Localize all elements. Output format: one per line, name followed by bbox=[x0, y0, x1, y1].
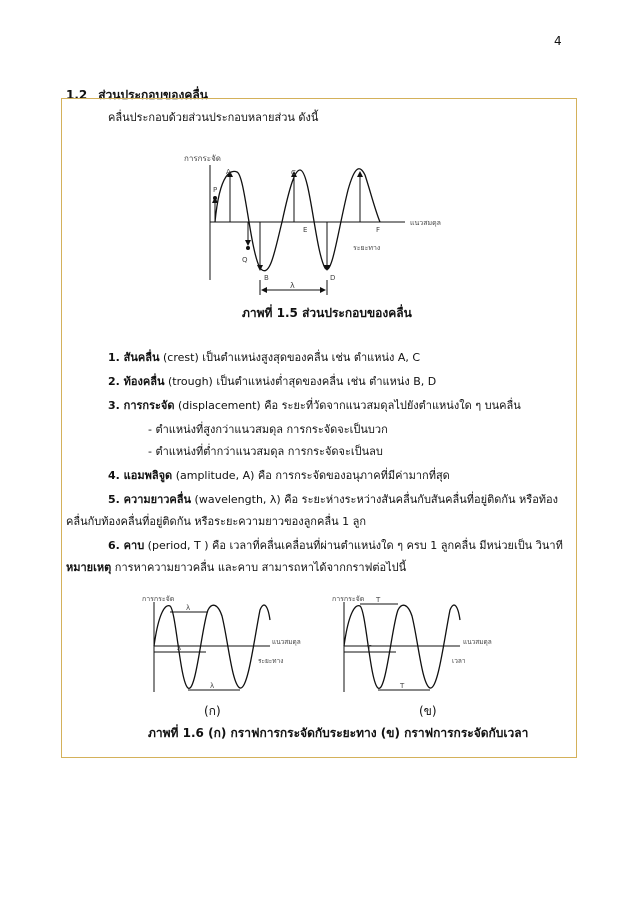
left-lambda-top-label: λ bbox=[186, 604, 191, 612]
distance-wave-graph bbox=[140, 590, 315, 715]
right-period-bottom-label: T bbox=[400, 682, 405, 690]
right-graph-sub: (ข) bbox=[419, 704, 437, 718]
left-y-label: การกระจัด bbox=[142, 595, 175, 603]
figure2-caption: ภาพที่ 1.6 (ก) กราฟการกระจัดกับระยะทาง (ข) กราฟการกระจัดกับเวลา bbox=[148, 726, 529, 740]
label-f: F bbox=[376, 226, 381, 234]
figure1-caption: ภาพที่ 1.5 ส่วนประกอบของคลื่น bbox=[242, 306, 412, 320]
label-d: D bbox=[330, 274, 336, 282]
point-q-dot bbox=[246, 246, 250, 250]
x-axis-label: แนวสมดุล bbox=[410, 219, 441, 227]
left-lambda-mid-label: λ bbox=[177, 644, 182, 652]
distance-label: ระยะทาง bbox=[353, 244, 381, 252]
label-q: Q bbox=[242, 256, 248, 264]
left-graph-sub: (ก) bbox=[204, 704, 221, 718]
item-displacement-negative: - ตำแหน่งที่ต่ำกว่าแนวสมดุล การกระจัดจะเป็นลบ bbox=[148, 445, 383, 458]
left-axis-label: ระยะทาง bbox=[258, 657, 284, 665]
section-number: 1.2 bbox=[66, 88, 88, 102]
label-a: A bbox=[226, 168, 231, 176]
label-p: P bbox=[213, 186, 218, 194]
item-wavelength: 5. ความยาวคลื่น (wavelength, λ) คือ ระยะห่างระหว่างสันคลื่นกับสันคลื่นที่อยู่ติดกัน หรือท้อง bbox=[108, 493, 559, 506]
wave-curve bbox=[215, 169, 380, 271]
right-wave-curve bbox=[344, 605, 460, 688]
right-y-label: การกระจัด bbox=[332, 595, 365, 603]
right-x-label: แนวสมดุล bbox=[463, 638, 492, 646]
right-period-top-label: T bbox=[376, 596, 381, 604]
left-x-label: แนวสมดุล bbox=[272, 638, 301, 646]
left-wave-curve bbox=[154, 605, 270, 688]
label-c: C bbox=[291, 169, 296, 177]
item-displacement-positive: - ตำแหน่งที่สูงกว่าแนวสมดุล การกระจัดจะเป็นบวก bbox=[148, 423, 388, 436]
lambda-label: λ bbox=[290, 281, 295, 290]
item-trough: 2. ท้องคลื่น (trough) เป็นตำแหน่งต่ำสุดของคลื่น เช่น ตำแหน่ง B, D bbox=[108, 375, 437, 388]
time-wave-graph bbox=[330, 590, 505, 715]
left-lambda-bottom-label: λ bbox=[210, 682, 215, 690]
item-amplitude: 4. แอมพลิจูด (amplitude, A) คือ การกระจัดของอนุภาคที่มีค่ามากที่สุด bbox=[108, 469, 450, 482]
right-period-mid-label: T bbox=[367, 644, 372, 652]
label-e: E bbox=[303, 226, 308, 234]
point-p-dot bbox=[213, 196, 217, 200]
y-axis-label: การกระจัด bbox=[184, 154, 221, 163]
wave-diagram bbox=[170, 150, 470, 300]
intro-text: คลื่นประกอบด้วยส่วนประกอบหลายส่วน ดังนี้ bbox=[108, 111, 319, 124]
item-period: 6. คาบ (period, T ) คือ เวลาที่คลื่นเคลื่อนที่ผ่านตำแหน่งใด ๆ ครบ 1 ลูกคลื่น มีหน่วยเป็น วินาที bbox=[108, 539, 563, 552]
page-number: 4 bbox=[554, 34, 562, 48]
item-wavelength-cont: คลื่นกับท้องคลื่นที่อยู่ติดกัน หรือระยะความยาวของลูกคลื่น 1 ลูก bbox=[66, 515, 366, 528]
section-title: ส่วนประกอบของคลื่น bbox=[98, 88, 208, 102]
right-axis-label: เวลา bbox=[452, 657, 466, 665]
item-crest: 1. สันคลื่น (crest) เป็นตำแหน่งสูงสุดของคลื่น เช่น ตำแหน่ง A, C bbox=[108, 351, 421, 364]
item-displacement: 3. การกระจัด (displacement) คือ ระยะที่วัดจากแนวสมดุลไปยังตำแหน่งใด ๆ บนคลื่น bbox=[108, 399, 521, 412]
label-b: B bbox=[264, 274, 269, 282]
item-note: หมายเหตุ การหาความยาวคลื่น และคาบ สามารถหาได้จากกราฟต่อไปนี้ bbox=[66, 561, 407, 574]
